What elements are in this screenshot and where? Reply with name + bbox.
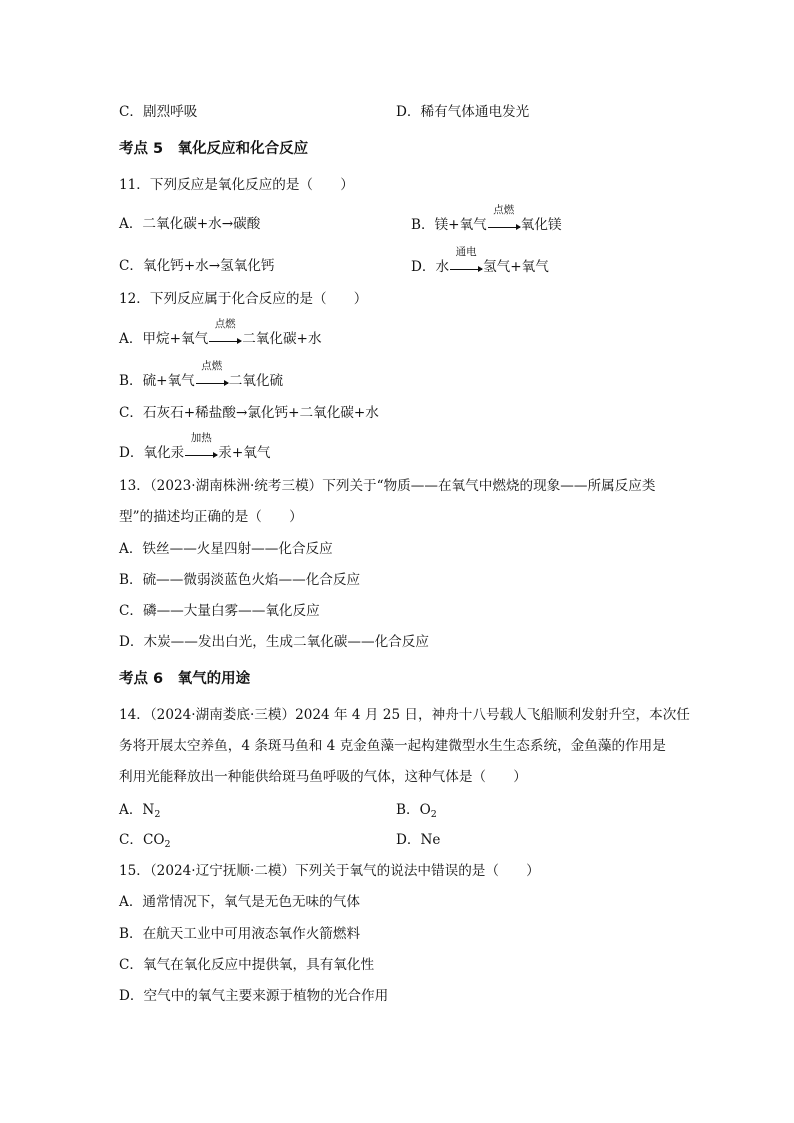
- q15-option-d: D．空气中的氧气主要来源于植物的光合作用: [119, 988, 389, 1004]
- q11-option-b: [411, 204, 562, 234]
- q15-option-a: A．通常情况下，氧气是无色无味的气体: [119, 894, 360, 910]
- q14-c-formula: C．CO: [119, 832, 165, 848]
- section-5-heading: 考点 5 氧化反应和化合反应: [119, 141, 309, 157]
- reaction-condition: 加热: [190, 432, 212, 444]
- q11-d-products: 氢气+氧气: [483, 259, 549, 275]
- reaction-condition: 点燃: [214, 318, 236, 330]
- q11-b-reactants: B．镁+氧气: [411, 217, 487, 233]
- q14-a-formula: A．N: [119, 802, 155, 818]
- q12-option-c: C．石灰石+稀盐酸→氯化钙+二氧化碳+水: [119, 405, 379, 421]
- q14-b-formula: B．O: [396, 802, 431, 818]
- q11-b-products: 氧化镁: [520, 217, 562, 233]
- q12-b-reactants: B．硫+氧气: [119, 373, 195, 389]
- q14-stem-line3: 利用光能释放出一种能供给斑马鱼呼吸的气体，这种气体是（ ）: [119, 769, 527, 785]
- reaction-condition: 点燃: [201, 360, 223, 372]
- reaction-arrow: [185, 432, 217, 457]
- q14-c-subscript: 2: [164, 839, 171, 850]
- q14-b-subscript: 2: [430, 809, 437, 820]
- q12-option-a: [119, 318, 322, 348]
- reaction-arrow: [196, 360, 228, 385]
- q12-a-reactants: A．甲烷+氧气: [119, 331, 209, 347]
- q15-option-b: B．在航天工业中可用液态氧作火箭燃料: [119, 926, 361, 942]
- q12-option-d: [119, 432, 271, 462]
- q14-option-b: [396, 801, 437, 824]
- q14-stem-line2: 务将开展太空养鱼，4 条斑马鱼和 4 克金鱼藻一起构建微型水生生态系统，金鱼藻的作用是: [119, 738, 666, 754]
- q14-stem-line1: 14．（2024·湖南娄底·三模）2024 年 4 月 25 日，神舟十八号载人飞船顺利发射升空，本次任: [119, 707, 690, 723]
- q14-option-c: [119, 831, 171, 854]
- q14-option-a: [119, 801, 160, 824]
- q12-option-b: [119, 360, 284, 390]
- q12-d-reactants: D．氧化汞: [119, 445, 185, 461]
- q12-a-products: 二氧化碳+水: [242, 331, 322, 347]
- q12-stem: 12．下列反应属于化合反应的是（ ）: [119, 291, 368, 307]
- q11-option-d: [411, 246, 549, 276]
- q14-option-d: D．Ne: [396, 832, 441, 848]
- q10-option-d: D．稀有气体通电发光: [396, 104, 530, 120]
- q11-option-a: A．二氧化碳+水→碳酸: [119, 216, 261, 232]
- reaction-arrow: [209, 318, 241, 343]
- q13-option-a: A．铁丝——火星四射——化合反应: [119, 541, 333, 557]
- q10-option-c: C．剧烈呼吸: [119, 104, 198, 120]
- reaction-condition: 点燃: [493, 204, 515, 216]
- q14-a-subscript: 2: [154, 809, 161, 820]
- q11-option-c: C．氧化钙+水→氢氧化钙: [119, 258, 275, 274]
- section-6-heading: 考点 6 氧气的用途: [119, 671, 251, 687]
- q13-option-d: D．木炭——发出白光，生成二氧化碳——化合反应: [119, 634, 429, 650]
- q13-option-c: C．磷——大量白雾——氧化反应: [119, 603, 320, 619]
- q13-stem-line1: 13．（2023·湖南株洲·统考三模）下列关于“物质——在氧气中燃烧的现象——所属反应类: [119, 478, 656, 494]
- reaction-arrow: [488, 204, 520, 229]
- reaction-condition: 通电: [455, 246, 477, 258]
- q15-stem: 15．（2024·辽宁抚顺·二模）下列关于氧气的说法中错误的是（ ）: [119, 863, 540, 879]
- q13-option-b: B．硫——微弱淡蓝色火焰——化合反应: [119, 572, 361, 588]
- q11-stem: 11．下列反应是氧化反应的是（ ）: [119, 177, 354, 193]
- q11-d-reactants: D．水: [411, 259, 450, 275]
- q15-option-c: C．氧气在氧化反应中提供氧，具有氧化性: [119, 957, 375, 973]
- q12-d-products: 汞+氧气: [218, 445, 271, 461]
- reaction-arrow: [450, 246, 482, 271]
- q12-b-products: 二氧化硫: [228, 373, 284, 389]
- q13-stem-line2: 型”的描述均正确的是（ ）: [119, 509, 303, 525]
